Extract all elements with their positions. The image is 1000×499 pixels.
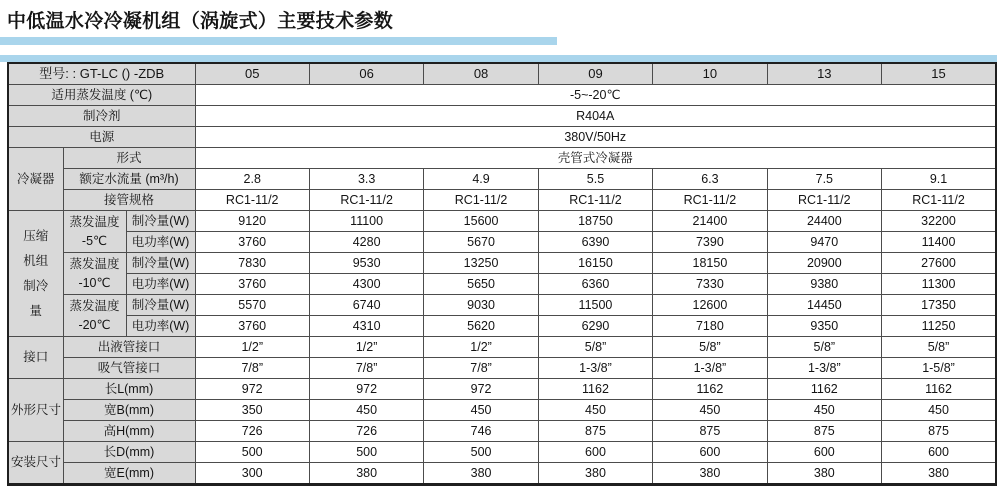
- value-cell: 380: [653, 463, 767, 485]
- model-col-header: 05: [195, 63, 309, 85]
- value-cell: 500: [309, 442, 423, 463]
- value-cell: 450: [309, 400, 423, 421]
- model-header-cell: 型号: : GT-LC () -ZDB: [8, 63, 195, 85]
- row-label: 额定水流量 (m³/h): [63, 169, 195, 190]
- value-cell: 5620: [424, 316, 538, 337]
- value-cell: 9470: [767, 232, 881, 253]
- value-cell: 1-3/8”: [538, 358, 652, 379]
- value-cell: 7330: [653, 274, 767, 295]
- value-cell: 7/8”: [309, 358, 423, 379]
- table-row: [8, 295, 996, 316]
- value-cell: 350: [195, 400, 309, 421]
- value-cell: 6390: [538, 232, 652, 253]
- value-cell: 16150: [538, 253, 652, 274]
- value-cell: 5670: [424, 232, 538, 253]
- model-col-header: 10: [653, 63, 767, 85]
- value-cell: 11400: [882, 232, 996, 253]
- value-cell: 5650: [424, 274, 538, 295]
- value-cell: 9530: [309, 253, 423, 274]
- value-cell: 600: [538, 442, 652, 463]
- table-row: [8, 421, 996, 442]
- table-row: [8, 127, 996, 148]
- value-cell: 7390: [653, 232, 767, 253]
- value-cell: RC1-11/2: [882, 190, 996, 211]
- value-cell: 27600: [882, 253, 996, 274]
- row-label: 适用蒸发温度 (℃): [8, 85, 195, 106]
- value-cell: 4280: [309, 232, 423, 253]
- value-cell: 972: [195, 379, 309, 400]
- value-cell: 1162: [882, 379, 996, 400]
- value-cell: 500: [195, 442, 309, 463]
- value-cell: 875: [538, 421, 652, 442]
- value-cell: 11500: [538, 295, 652, 316]
- group-label: 安装尺寸: [8, 442, 63, 485]
- value-cell: 1-5/8”: [882, 358, 996, 379]
- value-cell: 726: [309, 421, 423, 442]
- temp-label: 蒸发温度 -10℃: [63, 253, 126, 295]
- value-cell: 6360: [538, 274, 652, 295]
- table-row: [8, 442, 996, 463]
- table-row: [8, 232, 996, 253]
- value-cell: 1/2”: [424, 337, 538, 358]
- table-row: [8, 85, 996, 106]
- row-label: 宽E(mm): [63, 463, 195, 485]
- row-label: 电功率(W): [126, 316, 195, 337]
- value-cell: 3.3: [309, 169, 423, 190]
- value-cell: 5.5: [538, 169, 652, 190]
- value-cell: 7180: [653, 316, 767, 337]
- value-cell: 4.9: [424, 169, 538, 190]
- value-cell: 450: [424, 400, 538, 421]
- value-cell: 972: [309, 379, 423, 400]
- value-cell: RC1-11/2: [538, 190, 652, 211]
- value-cell: 32200: [882, 211, 996, 232]
- span-value-cell: 380V/50Hz: [195, 127, 996, 148]
- row-label: 制冷量(W): [126, 295, 195, 316]
- table-row: [8, 274, 996, 295]
- value-cell: RC1-11/2: [767, 190, 881, 211]
- span-value-cell: 壳管式冷凝器: [195, 148, 996, 169]
- row-label: 形式: [63, 148, 195, 169]
- table-row: [8, 400, 996, 421]
- value-cell: 5/8”: [767, 337, 881, 358]
- value-cell: 600: [653, 442, 767, 463]
- table-row: [8, 358, 996, 379]
- row-label: 出液管接口: [63, 337, 195, 358]
- value-cell: 21400: [653, 211, 767, 232]
- value-cell: RC1-11/2: [195, 190, 309, 211]
- value-cell: 15600: [424, 211, 538, 232]
- value-cell: 6.3: [653, 169, 767, 190]
- row-label: 长D(mm): [63, 442, 195, 463]
- value-cell: 726: [195, 421, 309, 442]
- value-cell: 1162: [767, 379, 881, 400]
- value-cell: 14450: [767, 295, 881, 316]
- title-accent-bar: [0, 37, 557, 45]
- value-cell: 9380: [767, 274, 881, 295]
- group-label: 压缩 机组 制冷 量: [8, 211, 63, 337]
- value-cell: 3760: [195, 316, 309, 337]
- value-cell: 450: [767, 400, 881, 421]
- value-cell: 4300: [309, 274, 423, 295]
- value-cell: 11300: [882, 274, 996, 295]
- table-row: [8, 63, 996, 85]
- row-label: 制冷量(W): [126, 253, 195, 274]
- model-col-header: 13: [767, 63, 881, 85]
- value-cell: 380: [767, 463, 881, 485]
- value-cell: RC1-11/2: [309, 190, 423, 211]
- value-cell: 1162: [538, 379, 652, 400]
- value-cell: 1-3/8”: [653, 358, 767, 379]
- value-cell: 1/2”: [195, 337, 309, 358]
- span-value-cell: -5~-20℃: [195, 85, 996, 106]
- model-col-header: 15: [882, 63, 996, 85]
- spec-table: [7, 62, 997, 486]
- value-cell: 12600: [653, 295, 767, 316]
- table-row: [8, 148, 996, 169]
- value-cell: 7.5: [767, 169, 881, 190]
- span-value-cell: R404A: [195, 106, 996, 127]
- value-cell: 4310: [309, 316, 423, 337]
- group-label: 接口: [8, 337, 63, 379]
- table-row: [8, 106, 996, 127]
- row-label: 长L(mm): [63, 379, 195, 400]
- value-cell: 500: [424, 442, 538, 463]
- table-row: [8, 253, 996, 274]
- table-row: [8, 337, 996, 358]
- table-row: [8, 169, 996, 190]
- value-cell: 9.1: [882, 169, 996, 190]
- table-row: [8, 463, 996, 485]
- table-row: [8, 211, 996, 232]
- value-cell: 1/2”: [309, 337, 423, 358]
- value-cell: 1-3/8”: [767, 358, 881, 379]
- value-cell: 5/8”: [538, 337, 652, 358]
- row-label: 电功率(W): [126, 274, 195, 295]
- temp-label: 蒸发温度 -5℃: [63, 211, 126, 253]
- row-label: 电功率(W): [126, 232, 195, 253]
- value-cell: 9030: [424, 295, 538, 316]
- value-cell: 600: [882, 442, 996, 463]
- value-cell: 450: [653, 400, 767, 421]
- value-cell: 2.8: [195, 169, 309, 190]
- value-cell: 11250: [882, 316, 996, 337]
- value-cell: 17350: [882, 295, 996, 316]
- row-label: 制冷剂: [8, 106, 195, 127]
- value-cell: 7/8”: [195, 358, 309, 379]
- value-cell: 1162: [653, 379, 767, 400]
- row-label: 宽B(mm): [63, 400, 195, 421]
- value-cell: 875: [882, 421, 996, 442]
- value-cell: 5570: [195, 295, 309, 316]
- model-col-header: 08: [424, 63, 538, 85]
- value-cell: 18150: [653, 253, 767, 274]
- value-cell: 5/8”: [882, 337, 996, 358]
- value-cell: RC1-11/2: [653, 190, 767, 211]
- value-cell: 6290: [538, 316, 652, 337]
- value-cell: 380: [882, 463, 996, 485]
- table-row: [8, 316, 996, 337]
- value-cell: 5/8”: [653, 337, 767, 358]
- value-cell: RC1-11/2: [424, 190, 538, 211]
- row-label: 电源: [8, 127, 195, 148]
- model-col-header: 06: [309, 63, 423, 85]
- table-top-accent-bar: [0, 55, 997, 62]
- value-cell: 875: [653, 421, 767, 442]
- temp-label: 蒸发温度 -20℃: [63, 295, 126, 337]
- value-cell: 7/8”: [424, 358, 538, 379]
- value-cell: 746: [424, 421, 538, 442]
- value-cell: 24400: [767, 211, 881, 232]
- table-row: [8, 379, 996, 400]
- value-cell: 9350: [767, 316, 881, 337]
- value-cell: 450: [882, 400, 996, 421]
- value-cell: 300: [195, 463, 309, 485]
- value-cell: 3760: [195, 274, 309, 295]
- value-cell: 972: [424, 379, 538, 400]
- row-label: 吸气管接口: [63, 358, 195, 379]
- value-cell: 20900: [767, 253, 881, 274]
- row-label: 接管规格: [63, 190, 195, 211]
- row-label: 高H(mm): [63, 421, 195, 442]
- group-label: 外形尺寸: [8, 379, 63, 442]
- model-col-header: 09: [538, 63, 652, 85]
- value-cell: 380: [424, 463, 538, 485]
- value-cell: 18750: [538, 211, 652, 232]
- value-cell: 600: [767, 442, 881, 463]
- value-cell: 7830: [195, 253, 309, 274]
- group-label: 冷凝器: [8, 148, 63, 211]
- value-cell: 6740: [309, 295, 423, 316]
- value-cell: 875: [767, 421, 881, 442]
- value-cell: 450: [538, 400, 652, 421]
- value-cell: 380: [309, 463, 423, 485]
- table-row: [8, 190, 996, 211]
- value-cell: 9120: [195, 211, 309, 232]
- row-label: 制冷量(W): [126, 211, 195, 232]
- value-cell: 13250: [424, 253, 538, 274]
- page-title: 中低温水冷冷凝机组（涡旋式）主要技术参数: [7, 11, 394, 32]
- value-cell: 3760: [195, 232, 309, 253]
- value-cell: 380: [538, 463, 652, 485]
- value-cell: 11100: [309, 211, 423, 232]
